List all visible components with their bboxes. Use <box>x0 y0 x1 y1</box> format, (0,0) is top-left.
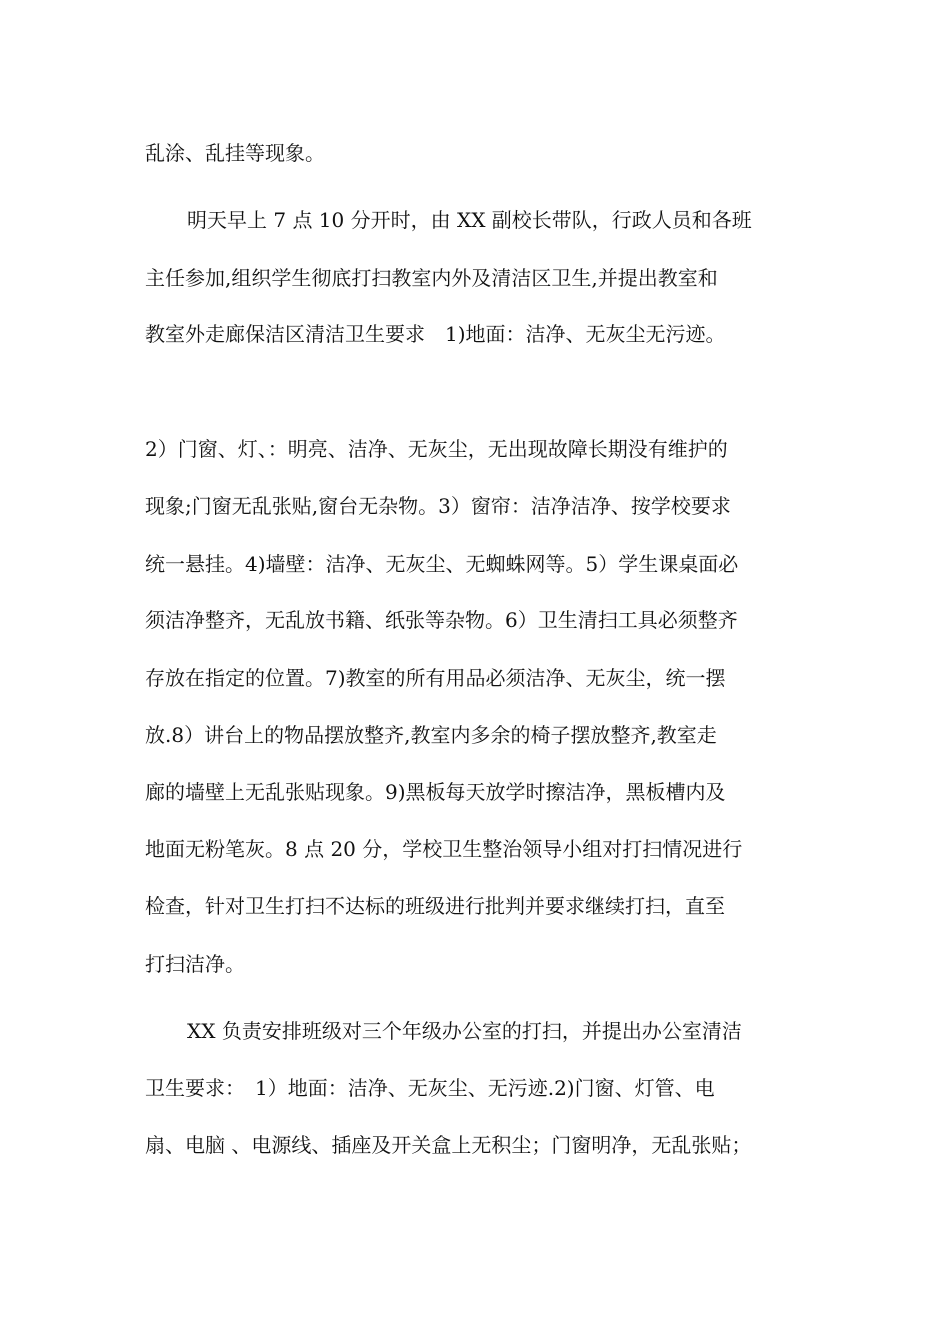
text-line-4: 教室外走廊保洁区清洁卫生要求 1)地面：洁净、无灰尘无污迹。 <box>145 322 726 346</box>
text-line-16: 卫生要求： 1）地面：洁净、无灰尘、无污迹.2)门窗、灯管、电 <box>145 1076 715 1100</box>
text-line-9: 存放在指定的位置。7)教室的所有用品必须洁净、无灰尘，统一摆 <box>145 666 726 690</box>
text-line-10: 放.8）讲台上的物品摆放整齐,教室内多余的椅子摆放整齐,教室走 <box>145 723 717 747</box>
text-line-3: 主任参加,组织学生彻底打扫教室内外及清洁区卫生,并提出教室和 <box>145 266 718 290</box>
text-line-11: 廊的墙壁上无乱张贴现象。9)黑板每天放学时擦洁净，黑板槽内及 <box>145 780 726 804</box>
text-line-1: 乱涂、乱挂等现象。 <box>145 141 325 165</box>
text-line-6: 现象;门窗无乱张贴,窗台无杂物。3）窗帘：洁净洁净、按学校要求 <box>145 494 731 518</box>
text-line-2: 明天早上 7 点 10 分开时，由 XX 副校长带队，行政人员和各班 <box>187 208 752 232</box>
text-line-15: XX 负责安排班级对三个年级办公室的打扫，并提出办公室清洁 <box>187 1019 742 1043</box>
text-line-5: 2）门窗、灯、：明亮、洁净、无灰尘，无出现故障长期没有维护的 <box>145 437 728 461</box>
text-line-17: 扇、电脑 、电源线、插座及开关盒上无积尘；门窗明净，无乱张贴； <box>145 1133 752 1157</box>
text-line-14: 打扫洁净。 <box>145 952 245 976</box>
text-line-12: 地面无粉笔灰。8 点 20 分，学校卫生整治领导小组对打扫情况进行 <box>145 837 743 861</box>
text-line-13: 检查，针对卫生打扫不达标的班级进行批判并要求继续打扫，直至 <box>145 894 725 918</box>
text-line-8: 须洁净整齐，无乱放书籍、纸张等杂物。6）卫生清扫工具必须整齐 <box>145 608 738 632</box>
text-line-7: 统一悬挂。4)墙壁：洁净、无灰尘、无蜘蛛网等。5）学生课桌面必 <box>145 552 739 576</box>
